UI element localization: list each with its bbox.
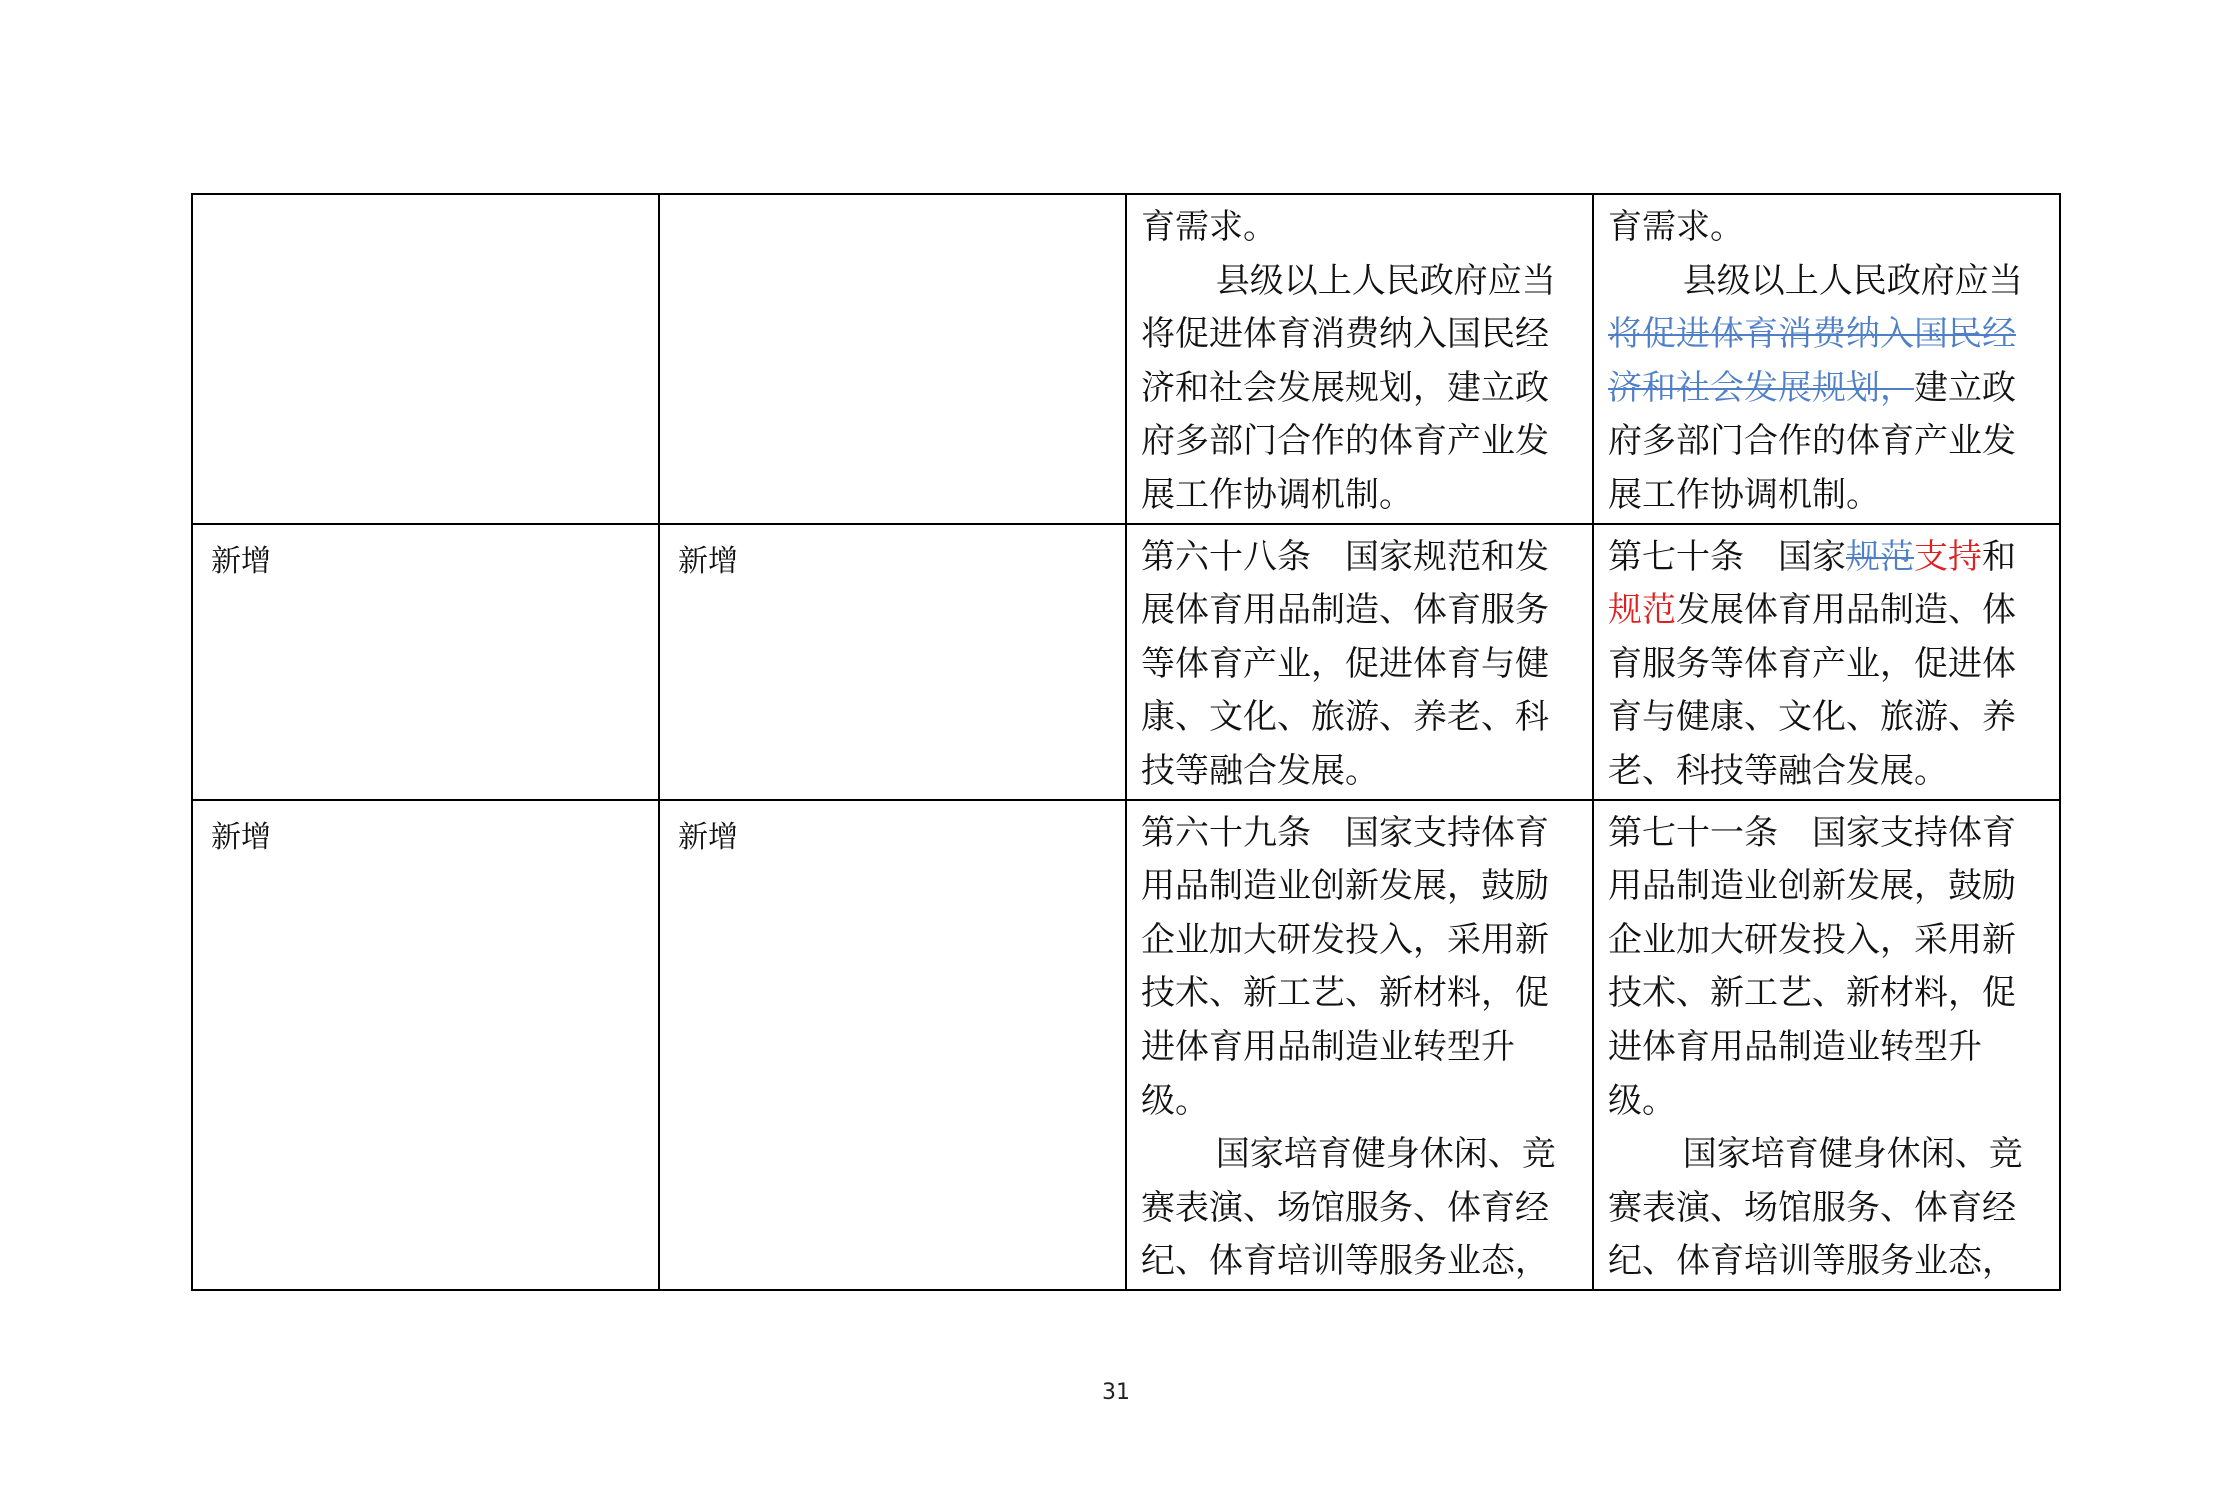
article-69-p2: 国家培育健身休闲、竞赛表演、场馆服务、体育经纪、体育培训等服务业态， bbox=[1141, 1134, 1556, 1282]
row3-col2-cell bbox=[659, 800, 1126, 1290]
row2-revised-cell bbox=[1593, 524, 2060, 800]
row3-revised-cell bbox=[1593, 800, 2060, 1290]
row3-col1-cell bbox=[192, 800, 659, 1290]
table-row bbox=[192, 194, 2060, 524]
row1-draft-cell bbox=[1126, 194, 1593, 524]
comparison-table bbox=[191, 193, 2061, 1291]
page-number: 31 bbox=[1102, 1380, 1130, 1405]
row1-draft-p2: 县级以上人民政府应当将促进体育消费纳入国民经济和社会发展规划，建立政府多部门合作的体育产业发展工作协调机制。 bbox=[1141, 260, 1556, 515]
row1-draft-p1: 育需求。 bbox=[1141, 207, 1277, 247]
article-69-text: 第六十九条 国家支持体育用品制造业创新发展，鼓励企业加大研发投入，采用新技术、新工艺、新材料，促进体育用品制造业转型升级。 bbox=[1141, 812, 1549, 1121]
row1-revised-cell bbox=[1593, 194, 2060, 524]
deleted-text: 将促进体育消费纳入国民经济和社会发展规划， bbox=[1608, 314, 2016, 408]
deleted-text: 规范 bbox=[1846, 536, 1914, 577]
inserted-text: 规范 bbox=[1608, 590, 1676, 631]
new-label: 新增 bbox=[211, 543, 271, 579]
row2-col2-cell bbox=[659, 524, 1126, 800]
revised-text: 县级以上人民政府应当 bbox=[1682, 260, 2023, 301]
row3-draft-cell bbox=[1126, 800, 1593, 1290]
new-label: 新增 bbox=[678, 543, 738, 579]
article-68-text: 第六十八条 国家规范和发展体育用品制造、体育服务等体育产业，促进体育与健康、文化、旅游、养老、科技等融合发展。 bbox=[1141, 536, 1549, 791]
row1-revised-p2 bbox=[1608, 255, 2045, 523]
table-row bbox=[192, 524, 2060, 800]
row1-revised-p1: 育需求。 bbox=[1608, 207, 1744, 247]
row1-col1-cell bbox=[192, 194, 659, 524]
new-label: 新增 bbox=[211, 819, 271, 855]
article-71-text: 第七十一条 国家支持体育用品制造业创新发展，鼓励企业加大研发投入，采用新技术、新工艺、新材料，促进体育用品制造业转型升级。 bbox=[1608, 812, 2016, 1121]
row2-draft-cell bbox=[1126, 524, 1593, 800]
article-71-p2: 国家培育健身休闲、竞赛表演、场馆服务、体育经纪、体育培训等服务业态， bbox=[1608, 1134, 2023, 1282]
inserted-text: 支持 bbox=[1914, 536, 1982, 577]
row1-col2-cell bbox=[659, 194, 1126, 524]
article-70-text: 第七十条 国家规范支持和规范发展体育用品制造、体育服务等体育产业，促进体育与健康、文化、旅游、养老、科技等融合发展。 bbox=[1608, 536, 2016, 791]
revised-text: 建立政府多部门合作的体育产业发展工作协调机制。 bbox=[1608, 367, 2016, 515]
row2-col1-cell bbox=[192, 524, 659, 800]
table-row bbox=[192, 800, 2060, 1290]
new-label: 新增 bbox=[678, 819, 738, 855]
